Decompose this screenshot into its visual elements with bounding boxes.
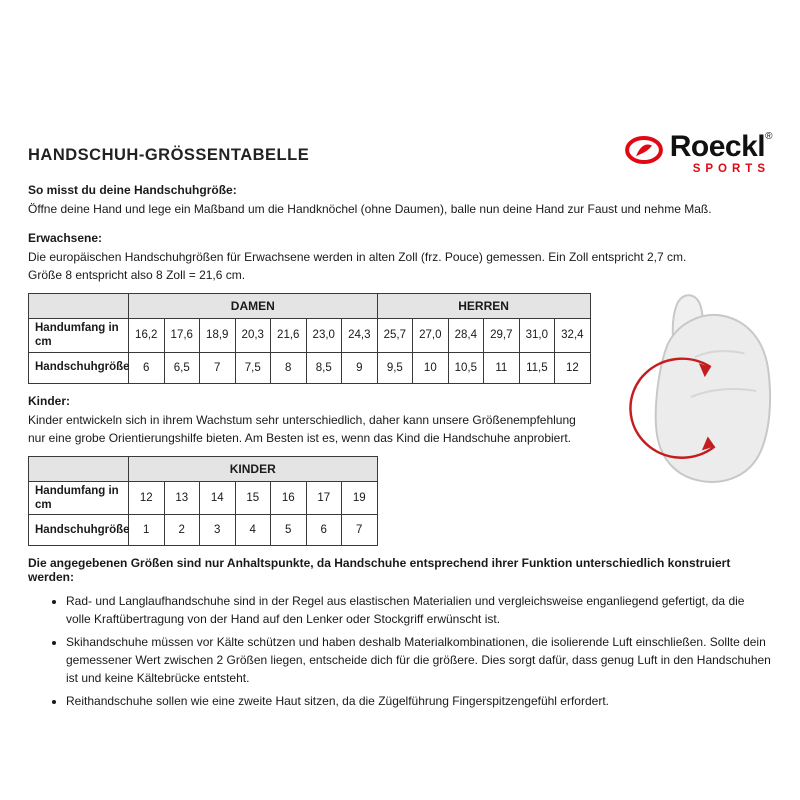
adult-size-table	[28, 293, 591, 384]
cell: 2	[164, 515, 200, 546]
cell: 23,0	[306, 318, 342, 352]
cell: 18,9	[200, 318, 236, 352]
note-bullet-gloves-bike	[66, 592, 772, 628]
adult-table-herren-header: HERREN	[377, 293, 590, 318]
cell: 32,4	[555, 318, 591, 352]
note-bullet-text: Reithandschuhe sollen wie eine zweite Haut sitzen, da die Zügelführung Fingerspitzengefühl erfordert.	[66, 694, 609, 709]
cell: 9,5	[377, 352, 413, 383]
kids-heading: Kinder:	[28, 393, 70, 408]
kids-table-kinder-header: KINDER	[129, 456, 378, 481]
adult-circumference-label: Handumfang in cm	[29, 318, 129, 352]
kids-size-table	[28, 456, 378, 547]
adult-size-label: Handschuhgröße	[29, 352, 129, 383]
cell: 20,3	[235, 318, 271, 352]
cell: 8,5	[306, 352, 342, 383]
cell: 6	[306, 515, 342, 546]
cell: 7,5	[235, 352, 271, 383]
kids-table-corner-cell	[29, 456, 129, 481]
cell: 16,2	[129, 318, 165, 352]
kids-text-line2: nur eine grobe Orientierungshilfe bieten. Am Besten ist es, wenn das Kind die Handschuhe anprobiert.	[28, 431, 571, 446]
cell: 3	[200, 515, 236, 546]
measure-heading: So misst du deine Handschuhgröße:	[28, 183, 237, 197]
cell: 6,5	[164, 352, 200, 383]
cell: 12	[555, 352, 591, 383]
cell: 27,0	[413, 318, 449, 352]
cell: 7	[200, 352, 236, 383]
adults-text-line2: Größe 8 entspricht also 8 Zoll = 21,6 cm.	[28, 268, 246, 283]
cell: 17	[306, 481, 342, 515]
page-title: HANDSCHUH-GRÖSSENTABELLE	[28, 146, 310, 164]
cell: 11,5	[519, 352, 555, 383]
note-bullet-gloves-riding	[66, 692, 772, 710]
kids-text	[28, 411, 588, 448]
cell: 4	[235, 515, 271, 546]
kids-text-line1: Kinder entwickeln sich in ihrem Wachstum sehr unterschiedlich, daher kann unsere Größenempfehlung	[28, 412, 576, 427]
cell: 15	[235, 481, 271, 515]
cell: 7	[342, 515, 378, 546]
cell: 10,5	[448, 352, 484, 383]
cell: 8	[271, 352, 307, 383]
kids-circumference-label: Handumfang in cm	[29, 481, 129, 515]
cell: 9	[342, 352, 378, 383]
note-bullet-text: Skihandschuhe müssen vor Kälte schützen und haben deshalb Materialkombinationen, die isolierende Luft einschließen. Sollte dein gemessener Wert zwischen 2 Größen liegen, entscheide dich für die größere. Dies sorgt dafür, dass genug Luft in den Handschuhen ist und keine Kältebrücke entsteht.	[66, 635, 771, 686]
adults-heading: Erwachsene:	[28, 230, 103, 245]
adults-text	[28, 248, 772, 285]
cell: 17,6	[164, 318, 200, 352]
cell: 10	[413, 352, 449, 383]
logo-sports-text: SPORTS	[692, 163, 770, 175]
note-bullet-text: Rad- und Langlaufhandschuhe sind in der Regel aus elastischen Materialien und vergleichsweise enganliegend gefertigt, da die volle Kraftübertragung von der Hand auf den Lenker oder Stockgriff erwünscht ist.	[66, 594, 745, 627]
kids-size-label: Handschuhgröße	[29, 515, 129, 546]
note-bullet-gloves-ski	[66, 633, 772, 687]
cell: 29,7	[484, 318, 520, 352]
cell: 5	[271, 515, 307, 546]
cell: 31,0	[519, 318, 555, 352]
document-content	[28, 146, 772, 715]
kids-circumference-row	[29, 481, 378, 515]
logo-brand-text: Roeckl	[669, 130, 766, 163]
cell: 1	[129, 515, 165, 546]
adults-text-line1: Die europäischen Handschuhgrößen für Erwachsene werden in alten Zoll (frz. Pouce) gemessen. Ein Zoll entspricht 2,7 cm.	[28, 249, 687, 264]
adult-size-row	[29, 352, 591, 383]
cell: 19	[342, 481, 378, 515]
notes-list	[28, 592, 772, 710]
cell: 6	[129, 352, 165, 383]
cell: 11	[484, 352, 520, 383]
cell: 14	[200, 481, 236, 515]
registered-mark: ®	[765, 131, 772, 142]
kids-size-row	[29, 515, 378, 546]
adult-table-corner-cell	[29, 293, 129, 318]
adult-table-group-row	[29, 293, 591, 318]
adult-circumference-row	[29, 318, 591, 352]
measure-text: Öffne deine Hand und lege ein Maßband um die Handknöchel (ohne Daumen), balle nun deine Hand zur Faust und nehme Maß.	[28, 202, 712, 216]
cell: 24,3	[342, 318, 378, 352]
cell: 12	[129, 481, 165, 515]
kids-table-group-row	[29, 456, 378, 481]
cell: 25,7	[377, 318, 413, 352]
notes-heading: Die angegebenen Größen sind nur Anhaltspunkte, da Handschuhe entsprechend ihrer Funktion unterschiedlich konstruiert werden:	[28, 556, 731, 585]
cell: 16	[271, 481, 307, 515]
cell: 13	[164, 481, 200, 515]
cell: 21,6	[271, 318, 307, 352]
cell: 28,4	[448, 318, 484, 352]
adult-table-damen-header: DAMEN	[129, 293, 378, 318]
